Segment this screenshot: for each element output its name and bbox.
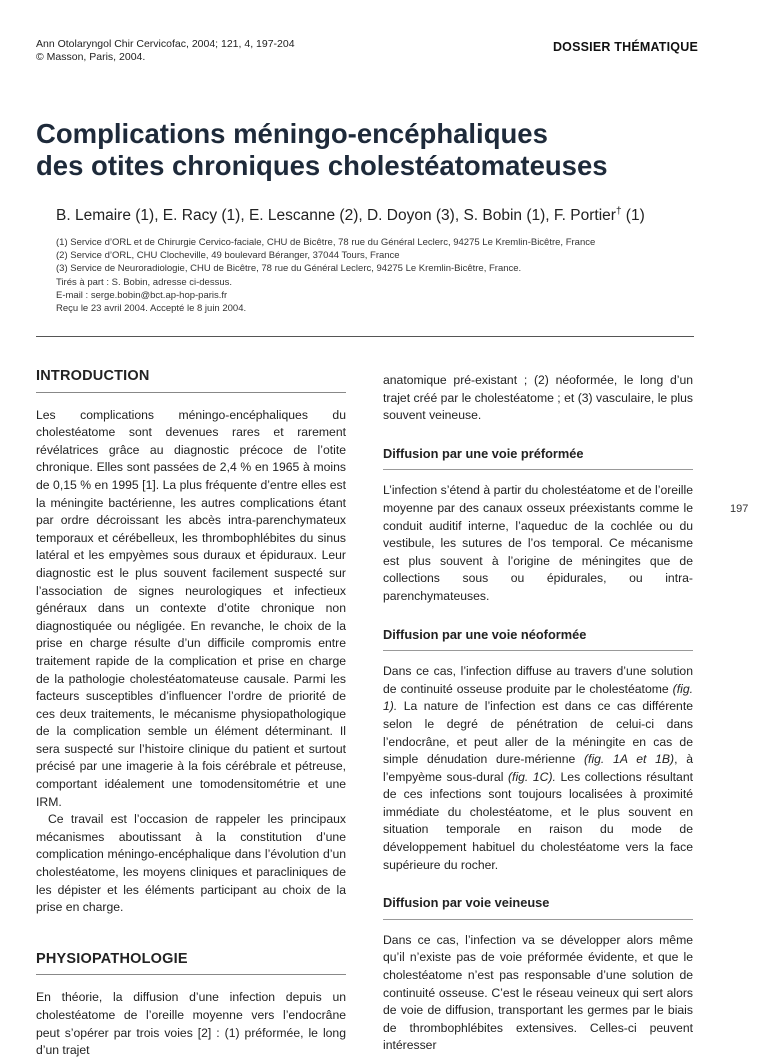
section-divider bbox=[36, 392, 346, 393]
affiliation-line: (2) Service d’ORL, CHU Clocheville, 49 boulevard Béranger, 37044 Tours, France bbox=[56, 250, 400, 262]
figure-reference: (fig. 1C). bbox=[508, 769, 556, 784]
affiliation-line: (3) Service de Neuroradiologie, CHU de Bicêtre, 78 rue du Général Leclerc, 94275 Le Kremlin-Bicêtre, France. bbox=[56, 263, 522, 275]
author-list bbox=[56, 206, 645, 225]
subsection-divider bbox=[383, 469, 693, 470]
text-run: Dans ce cas, l’infection diffuse au travers d’une solution de continuité osseuse produite par le cholestéatome bbox=[383, 664, 693, 696]
right-column bbox=[383, 372, 693, 1055]
subsection-heading-neoformed: Diffusion par une voie néoformée bbox=[383, 626, 587, 642]
deceased-dagger: † bbox=[615, 206, 622, 217]
physiopathologie-heading: PHYSIOPATHOLOGIE bbox=[36, 950, 188, 967]
subsection-heading-venous: Diffusion par voie veineuse bbox=[383, 895, 550, 911]
author-names: B. Lemaire (1), E. Racy (1), E. Lescanne (2), D. Doyon (3), S. Bobin (1), F. Portier bbox=[56, 207, 616, 225]
subsection-divider bbox=[383, 919, 693, 920]
figure-reference: (fig. 1A et 1B) bbox=[584, 752, 675, 767]
affiliation-line: (1) Service d’ORL et de Chirurgie Cervico-faciale, CHU de Bicêtre, 78 rue du Général Leclerc, 94275 Le Kremlin-Bicêtre, France bbox=[56, 237, 596, 248]
article-title-line-1: Complications méningo-encéphaliques bbox=[36, 118, 548, 149]
neoformed-paragraph bbox=[383, 663, 693, 874]
figure-reference: (fig. 1). bbox=[383, 681, 693, 714]
physiopathologie-paragraph: En théorie, la diffusion d’une infection depuis un cholestéatome de l’oreille moyenne vers l’endocrâne peut s’opérer par trois voies [2] : (1) préformée, le long d’un trajet bbox=[36, 990, 346, 1058]
header-divider bbox=[36, 336, 694, 337]
reprint-request-line: Tirés à part : S. Bobin, adresse ci-dessus. bbox=[56, 276, 233, 288]
page-number: 197 bbox=[730, 503, 749, 515]
article-title bbox=[36, 118, 736, 182]
introduction-paragraph-2: Ce travail est l’occasion de rappeler les principaux mécanismes aboutissant à la constitution d’une complication méningo-encéphalique dans l’évolution d’un cholestéatome, les moyens cliniques et paracliniques de les dépister et les éléments participant au choix de la prise en charge. bbox=[36, 812, 346, 915]
section-divider bbox=[36, 974, 346, 975]
text-run: La nature de l’infection est dans ce cas différente selon le degré de pénétration de celui-ci dans l’endocrâne, et peut aller de la méningite en cas de simple dénudation dure-mérienne bbox=[383, 699, 693, 767]
subsection-divider bbox=[383, 650, 693, 651]
subsection-heading-preformed: Diffusion par une voie préformée bbox=[383, 445, 584, 461]
preformed-paragraph: L’infection s’étend à partir du cholestéatome et de l’oreille moyenne par des canaux osseux préexistants comme le conduit auditif interne, l’aqueduc de la cochlée ou du vestibule, les sutures de l’os temporal. Ce mécanisme est plus souvent à l’origine de méningites que de collections sous ou épidurales, ou intra-parenchymateuses. bbox=[383, 483, 693, 603]
article-title-line-2: des otites chroniques cholestéatomateuses bbox=[36, 150, 608, 181]
introduction-heading: INTRODUCTION bbox=[36, 368, 150, 384]
left-column bbox=[36, 368, 346, 1060]
affiliations-block bbox=[56, 236, 595, 315]
journal-citation bbox=[36, 38, 295, 64]
venous-paragraph: Dans ce cas, l’infection va se développer alors même qu’il n’existe pas de voie préformée évidente, et que le cholestéatome n’est pas responsable d’une solution de continuité osseuse. C’est le réseau veineux qui sert alors de voie de diffusion, transportant les germes par le biais de thrombophlébites extensives. Celles-ci peuvent intéresser bbox=[383, 932, 693, 1053]
received-accepted-line: Reçu le 23 avril 2004. Accepté le 8 juin 2004. bbox=[56, 303, 247, 315]
author-affil-ref: (1) bbox=[621, 207, 645, 225]
journal-reference-line: Ann Otolaryngol Chir Cervicofac, 2004; 121, 4, 197-204 bbox=[36, 38, 295, 50]
copyright-line: © Masson, Paris, 2004. bbox=[36, 51, 146, 63]
email-line: E-mail : serge.bobin@bct.ap-hop-paris.fr bbox=[56, 289, 228, 301]
section-label: DOSSIER THÉMATIQUE bbox=[552, 40, 698, 54]
continued-paragraph: anatomique pré-existant ; (2) néoformée, le long d’un trajet créé par le cholestéatome ; et (3) vasculaire, le plus souvent veineuse. bbox=[383, 373, 693, 423]
text-run: , à l’empyème sous-dural bbox=[383, 752, 693, 784]
introduction-paragraph-1: Les complications méningo-encéphaliques du cholestéatome sont devenues rares et rarement révélatrices grâce au diagnostic précoce de l’otite chronique. Elles sont passées de 2,4 % en 1965 à moins de 0,15 % en 1995 [1]. La plus fréquente d’entre elles est la méningite bactérienne, les autres complications étant par ordre décroissant les abcès intra-parenchymateux temporaux et cérébelleux, les thrombophlébites du sinus latéral et les empyèmes sous duraux et épiduraux. Leur diagnostic est le plus souvent facilement suspecté sur l’association de signes neurologiques et infectieux généraux dans un contexte d’otite chronique non diagnostiquée ou négligée. En revanche, le choix de la prise en charge résulte d’un difficile compromis entre traitement rapide de la complication et prise en charge de la pathologie cholestéatomateuse causale. Parmi les facteurs susceptibles d’influencer l’ordre de priorité de ces deux traitements, le mécanisme physiopathologique de la complication semble un élément déterminant. Il sera suspecté sur l’histoire clinique du patient et surtout précisé par une imagerie à la fois cérébrale et pétreuse, comportant idéalement une tomodensitométrie et une IRM. bbox=[36, 407, 346, 809]
text-run: Les collections résultant de ces infections sont toujours localisées à proximité immédiate du cholestéatome, et le plus souvent en situation temporale en raison du mode de développement habituel du cholestéatome vers la face supérieure du rocher. bbox=[383, 769, 693, 872]
